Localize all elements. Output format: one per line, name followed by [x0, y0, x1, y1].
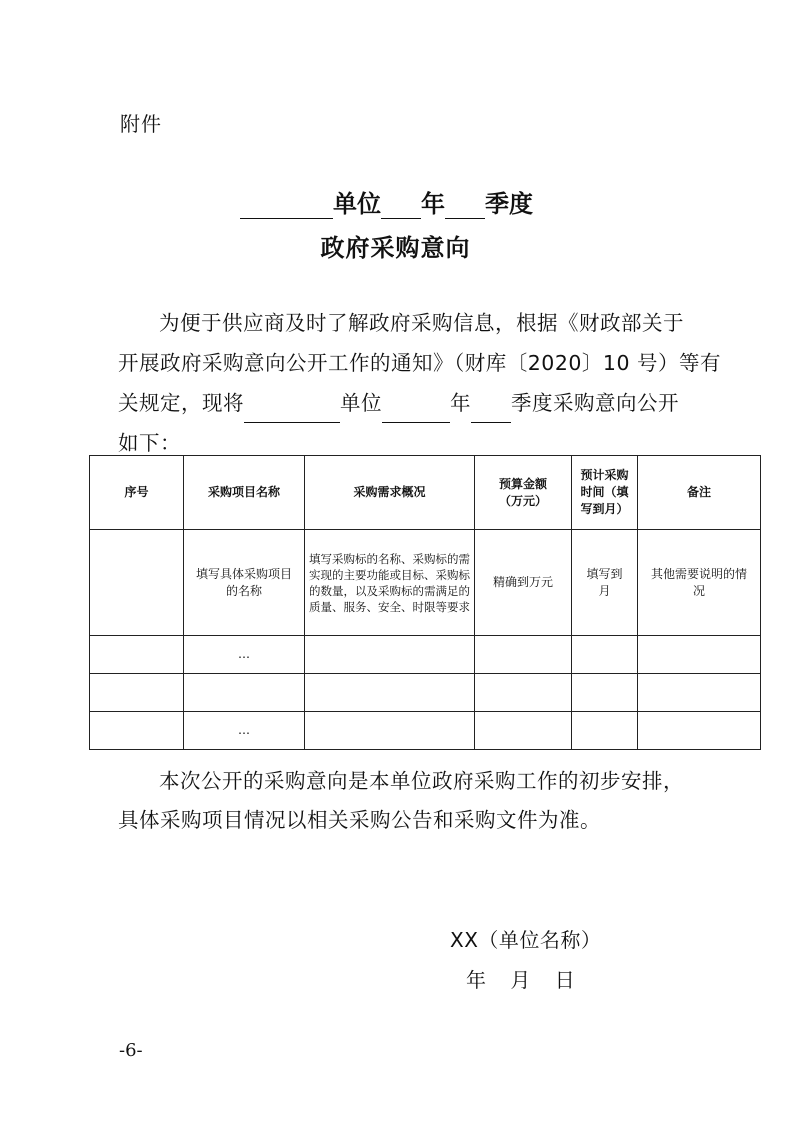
header-project-name: 采购项目名称 [184, 456, 305, 530]
table-row [90, 636, 761, 674]
table-row [90, 712, 761, 750]
intro-quarter-blank [471, 402, 511, 423]
cell-remarks: 其他需要说明的情况 [638, 530, 761, 636]
header-remarks: 备注 [638, 456, 761, 530]
title-year-text: 年 [421, 190, 445, 218]
procurement-intent-table [89, 455, 761, 750]
quarter-blank [445, 194, 485, 219]
intro-line-4: 如下： [118, 431, 181, 455]
cell-time: 填写到月 [572, 530, 638, 636]
header-time: 预计采购时间（填写到月） [572, 456, 638, 530]
closing-paragraph [118, 762, 718, 840]
intro-year-text: 年 [450, 391, 471, 415]
closing-line-1: 本次公开的采购意向是本单位政府采购工作的初步安排， [159, 769, 684, 793]
cell-requirement: 填写采购标的名称、采购标的需实现的主要功能或目标、采购标的数量，以及采购标的需满足的质量、服务、安全、时限等要求 [305, 530, 475, 636]
closing-line-2: 具体采购项目情况以相关采购公告和采购文件为准。 [118, 808, 601, 832]
signer-name: XX（单位名称） [450, 928, 602, 952]
unit-blank [240, 194, 333, 219]
header-seq: 序号 [90, 456, 184, 530]
intro-line-2: 开展政府采购意向公开工作的通知》（财库〔2020〕10 号）等有 [118, 351, 722, 375]
attachment-label: 附件 [120, 112, 162, 136]
cell-budget: 精确到万元 [475, 530, 572, 636]
table-header-row [90, 456, 761, 530]
intro-line-1: 为便于供应商及时了解政府采购信息，根据《财政部关于 [159, 311, 684, 335]
table-row [90, 674, 761, 712]
cell-seq [90, 530, 184, 636]
document-subtitle: 政府采购意向 [320, 234, 471, 262]
document-title [240, 184, 533, 219]
header-requirement: 采购需求概况 [305, 456, 475, 530]
signature-date: 年 月 日 [466, 968, 575, 992]
intro-year-blank [382, 402, 450, 423]
cell-ellipsis: … [184, 636, 305, 674]
title-unit-text: 单位 [333, 190, 381, 218]
intro-unit-text: 单位 [340, 391, 382, 415]
intro-paragraph [118, 303, 722, 463]
table-row [90, 530, 761, 636]
cell-ellipsis: … [184, 712, 305, 750]
header-budget: 预算金额（万元） [475, 456, 572, 530]
title-quarter-text: 季度 [485, 190, 533, 218]
year-blank [381, 194, 421, 219]
intro-line-3-prefix: 关规定，现将 [118, 391, 244, 415]
intro-line-3-suffix: 季度采购意向公开 [511, 391, 679, 415]
intro-line-3 [118, 383, 718, 423]
cell-project-name: 填写具体采购项目的名称 [184, 530, 305, 636]
page-number: -6- [119, 1040, 143, 1061]
intro-unit-blank [244, 402, 340, 423]
